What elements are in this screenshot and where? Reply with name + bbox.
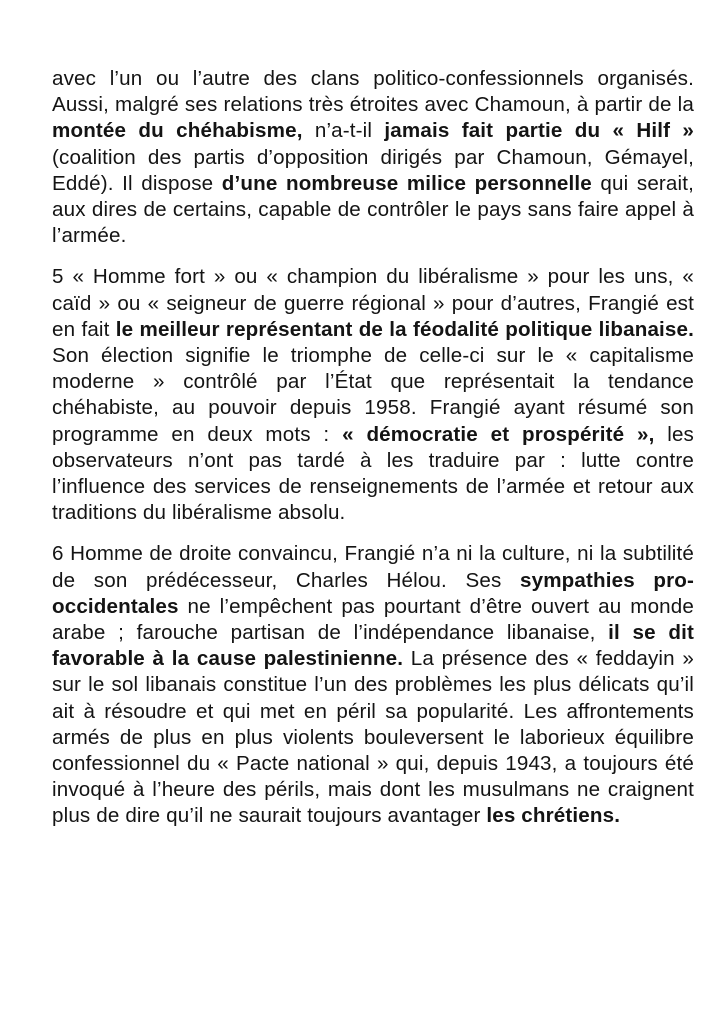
paragraph-text: les observateurs n’ont pas tardé à les traduire par : lutte contre l’influence des services de renseignements de l’armée et retour aux traditions du libéralisme absolu. [52,422,695,525]
paragraph-3 [52,541,694,829]
paragraph-text: La présence des « feddayin » sur le sol libanais constitue l’un des problèmes les plus délicats qu’il ait à résoudre et qui met en péril sa popularité. Les affrontements armés de plus en plus violents bouleversent le laborieux équilibre confessionnel du « Pacte national » qui, depuis 1943, a toujours été invoqué à l’heure des périls, mais dont les musulmans ne craignent plus de dire qu’il ne saurait toujours avantager [52,647,694,828]
bold-phrase: il se dit favorable à la cause palestinienne. [52,621,694,671]
bold-phrase: le meilleur représentant de la féodalité politique libanaise. [115,317,694,341]
paragraph-text: ne l’empêchent pas pourtant d’être ouvert au monde arabe ; farouche partisan de l’indépendance libanaise, [52,594,694,645]
paragraph-text: 5 « Homme fort » ou « champion du libéralisme » pour les uns, « caïd » ou « seigneur de guerre régional » pour d’autres, Frangié est en fait [52,265,694,341]
paragraph-text: (coalition des partis d’opposition dirigés par Chamoun, Gémayel, Eddé). Il dispose [52,145,694,195]
paragraph-text: avec l’un ou l’autre des clans politico-confessionnels organisés. Aussi, malgré ses relations très étroites avec Chamoun, à partir de la [52,67,694,117]
bold-phrase: montée du chéhabisme, [52,119,303,143]
bold-phrase: d’une nombreuse milice personnelle [221,171,592,195]
bold-phrase: sympathies pro-occidentales [52,568,695,618]
paragraph-text: 6 Homme de droite convaincu, Frangié n’a ni la culture, ni la subtilité de son prédécesseur, Charles Hélou. Ses [52,542,694,592]
document-page [52,66,694,830]
bold-phrase: « démocratie et prospérité », [342,422,655,446]
paragraph-1 [52,66,694,249]
paragraph-text: Son élection signifie le triomphe de celle-ci sur le « capitalisme moderne » contrôlé par l’État que représentait la tendance chéhabiste, au pouvoir depuis 1958. Frangié ayant résumé son programme en deux mots : [52,344,694,446]
bold-phrase: les chrétiens. [486,804,621,828]
paragraph-text: n’a-t-il [302,119,385,143]
paragraph-text: qui serait, aux dires de certains, capable de contrôler le pays sans faire appel à l’armée. [52,171,694,248]
paragraph-2 [52,264,694,526]
bold-phrase: jamais fait partie du « Hilf » [384,119,695,143]
